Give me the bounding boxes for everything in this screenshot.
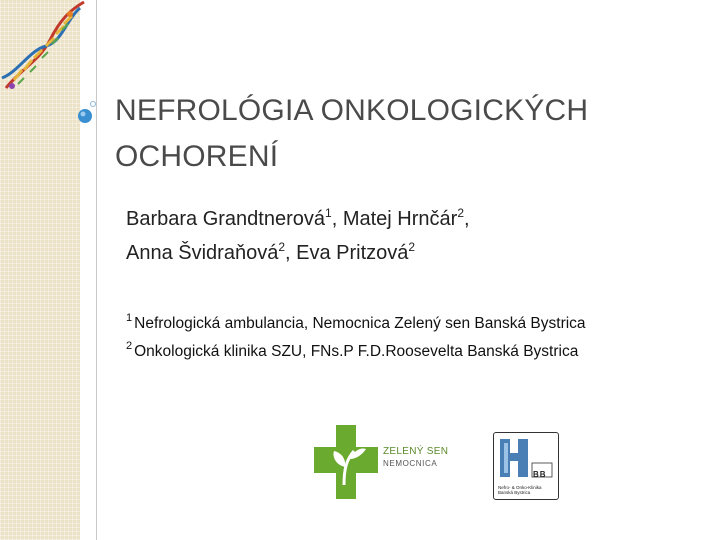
affiliation-number: 1 (126, 312, 133, 324)
author-line-2 (126, 236, 686, 270)
affiliation-list (126, 310, 696, 366)
author-affiliation-marker: 2 (278, 240, 286, 254)
bb-logo-caption: Nefro- & Onko-Klinika Banská Bystrica (498, 485, 542, 495)
bb-clinic-logo (493, 432, 559, 500)
bullet-icon (76, 100, 96, 126)
zeleny-sen-logo-subtitle: NEMOCNICA (383, 459, 438, 468)
bb-logo-letters: BB (533, 470, 547, 479)
author-separator: , (285, 242, 297, 264)
title-line-1: NEFROLÓGIA ONKOLOGICKÝCH (115, 94, 589, 127)
author-name: Matej Hrnčár (342, 208, 458, 230)
slide-title (115, 88, 705, 180)
green-cross-icon (314, 425, 378, 499)
affiliation-item (126, 338, 696, 366)
title-line-2: OCHORENÍ (115, 140, 279, 173)
author-separator: , (331, 208, 343, 230)
author-name: Barbara Grandtnerová (126, 208, 326, 230)
dna-helix-icon (0, 0, 90, 92)
affiliation-text: Nefrologická ambulancia, Nemocnica Zelený sen Banská Bystrica (134, 315, 586, 332)
author-affiliation-marker: 2 (457, 206, 464, 220)
affiliation-number: 2 (126, 340, 133, 352)
author-list (126, 202, 686, 270)
author-affiliation-marker: 1 (325, 206, 332, 220)
zeleny-sen-logo (314, 425, 464, 499)
affiliation-item (126, 310, 696, 338)
author-separator: , (464, 208, 470, 230)
vertical-divider (96, 0, 97, 540)
zeleny-sen-logo-name: ZELENÝ SEN (383, 446, 449, 457)
author-affiliation-marker: 2 (408, 240, 416, 254)
author-name: Eva Pritzová (296, 242, 409, 264)
affiliation-text: Onkologická klinika SZU, FNs.P F.D.Roosevelta Banská Bystrica (134, 343, 579, 360)
author-line-1 (126, 202, 686, 236)
bb-emblem-icon (494, 433, 557, 483)
author-name: Anna Švidraňová (126, 242, 279, 264)
